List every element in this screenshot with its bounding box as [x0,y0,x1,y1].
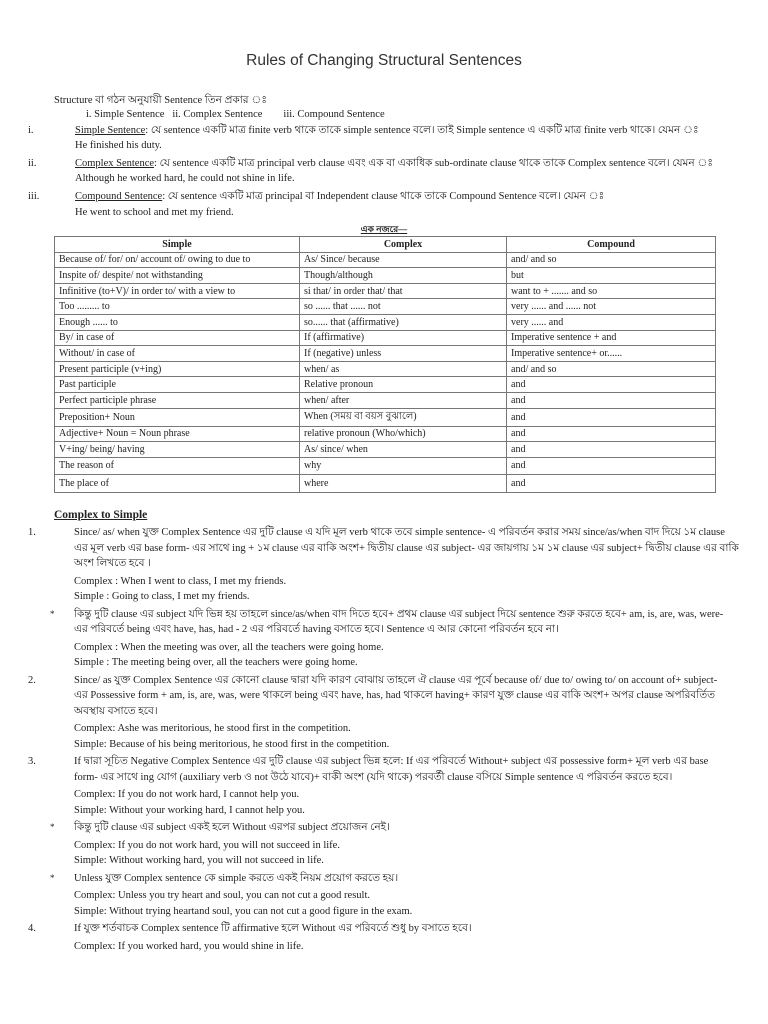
definition-compound [75,190,604,203]
table-header-row [55,237,716,253]
cell-simple: The reason of [55,457,300,475]
cell-complex: si that/ in order that/ that [300,283,507,299]
cell-complex: If (affirmative) [300,330,507,346]
rule-block [26,838,746,869]
rule-line: If দ্বারা সূচিত Negative Complex Sentence এর দুটি clause এর subject ভিন্ন হলে: If এর পরিবর্তে Without+ subject এর possessive form+ মূল verb এর base [74,756,709,767]
page-title: Rules of Changing Structural Sentences [246,52,522,69]
rule-block [26,921,746,937]
cell-complex: If (negative) unless [300,346,507,362]
cell-compound: and [507,457,716,475]
rule-block [26,525,746,572]
cell-simple: Preposition+ Noun [55,408,300,426]
table-row [55,268,716,284]
cell-complex: where [300,475,507,493]
table-row [55,299,716,315]
cell-compound: very ...... and [507,314,716,330]
cell-simple: Infinitive (to+V)/ in order to/ with a view to [55,283,300,299]
cell-complex: Though/although [300,268,507,284]
cell-compound: but [507,268,716,284]
rule-line: Complex : When I went to class, I met my friends. [74,575,287,587]
rule-line: Simple: Because of his being meritorious, he stood first in the competition. [74,738,390,750]
cell-simple: Enough ...... to [55,314,300,330]
cell-compound: and/ and so [507,361,716,377]
rule-line: Complex: If you worked hard, you would shine in life. [74,940,304,952]
rule-line: Complex: Unless you try heart and soul, you can not cut a good result. [74,890,370,901]
rule-line: এর Possessive form + am, is, are, was, were থাকলে being এবং have, has, had থাকলে having+ কারণ যুক্ত clause এর বাকি অংশ+ অপর clause অপরিবর্তিত [74,690,715,701]
rule-line: Complex: If you do not work hard, you will not succeed in life. [74,839,340,851]
cell-compound: and [507,426,716,442]
definition-term: Simple Sentence [75,125,146,136]
rule-line: form- এর সাথে ing যোগ (auxiliary verb ও not উঠে যাবে)+ বাকী অংশ (যদি থাকে) পরবর্তী clause বসিয়ে Simple sentence এ পরিবর্তন করতে হবে। [74,771,673,783]
definition-text: : যে sentence একটি মাত্র finite verb থাকে তাকে simple sentence বলে। তাই Simple sentence এ একটি মাত্র finite verb থাকে। যেমন ঃ [145,125,699,136]
definition-number: ii. [28,158,37,169]
table-row [55,314,716,330]
cell-compound: and [507,408,716,426]
cell-complex: so ...... that ...... not [300,299,507,315]
cell-simple: V+ing/ being/ having [55,442,300,458]
rule-line: এর পরিবর্তে being এবং have, has, had - 2 এর পরিবর্তে having বসাতে হবে। Sentence এ আর কোনো পরিবর্তন হবে না। [74,624,559,635]
rule-line: Unless যুক্ত Complex sentence কে simple করতে একই নিয়ম প্রয়োগ করতে হয়। [74,872,399,884]
rule-line: Simple : Going to class, I met my friends. [74,591,250,602]
cell-complex: why [300,457,507,475]
rules-list [26,525,746,954]
table-row [55,392,716,408]
table-row [55,283,716,299]
definition-simple [75,124,699,137]
cell-simple: By/ in case of [55,330,300,346]
definition-example: He went to school and met my friend. [75,207,234,218]
rule-block [26,787,746,818]
rule-line: Since/ as যুক্ত Complex Sentence এর কোনো clause দ্বারা যদি কারণ বোঝায় তাহলে ঐ clause এর পূর্বে because of/ due to/ owing to/ on account of+ subject- [74,674,718,686]
intro-line: Structure বা গঠন অনুযায়ী Sentence তিন প্রকার ঃ [54,95,267,106]
rule-number: 1. [28,527,36,538]
cell-compound: Imperative sentence + and [507,330,716,346]
conversion-table [54,236,716,493]
cell-simple: Perfect participle phrase [55,392,300,408]
header-compound: Compound [507,237,716,253]
rule-line: Simple: Without your working hard, I cannot help you. [74,804,305,816]
rule-number: 2. [28,674,36,686]
cell-complex: so...... that (affirmative) [300,314,507,330]
section-heading: Complex to Simple [54,509,148,521]
rule-line: Complex: If you do not work hard, I cannot help you. [74,789,300,800]
table-row [55,361,716,377]
sentence-types: i. Simple Sentence ii. Complex Sentence iii. Compound Sentence [86,109,385,120]
cell-simple: Too ......... to [55,299,300,315]
cell-complex: relative pronoun (Who/which) [300,426,507,442]
header-complex: Complex [300,237,507,253]
cell-compound: Imperative sentence+ or...... [507,346,716,362]
rule-line: Simple: Without trying heartand soul, you can not cut a good figure in the exam. [74,905,413,917]
rule-block [26,754,746,785]
cell-complex: when/ as [300,361,507,377]
rule-line: অংশ লিখতে হবে । [74,558,151,569]
definition-complex [75,157,713,170]
definition-term: Compound Sentence [75,191,163,202]
table-row [55,442,716,458]
cell-complex: As/ Since/ because [300,252,507,268]
rule-line: কিন্তু দুটি clause এর subject যদি ভিন্ন হয় তাহলে since/as/when বাদ দিতে হবে+ প্রথম clause এর subject দিয়ে sentence শুরু করতে হবে+ am, is, are, was, were- [74,608,724,620]
note-asterisk: * [50,822,55,832]
rule-block [26,939,746,955]
rule-number: 3. [28,756,36,767]
glance-heading-text: এক নজরে— [360,224,408,234]
rule-block [26,607,746,638]
rule-block [26,640,746,671]
note-asterisk: * [50,872,55,883]
cell-simple: The place of [55,475,300,493]
rule-line: Complex: Ashe was meritorious, he stood first in the competition. [74,723,351,734]
cell-compound: and [507,392,716,408]
rule-line: কিন্তু দুটি clause এর subject একই হলে Without এরপর subject প্রয়োজন নেই। [74,822,390,833]
cell-simple: Past participle [55,377,300,393]
definition-number: iii. [28,191,40,202]
cell-compound: and [507,377,716,393]
rule-line: Simple : The meeting being over, all the teachers were going home. [74,657,358,668]
table-row [55,330,716,346]
table-row [55,457,716,475]
definition-example: He finished his duty. [75,140,162,151]
cell-compound: want to + ....... and so [507,283,716,299]
definition-text: : যে sentence একটি মাত্র principal verb clause এবং এক বা একাধিক sub-ordinate clause থাকে তাকে Complex sentence বলে। যেমন ঃ [154,158,713,169]
rule-line: Since/ as/ when যুক্ত Complex Sentence এর দুটি clause এ যদি মূল verb থাকে তবে simple sentence- এ পরিবর্তন করার সময় since/as/when বাদ দিয়ে ১ম clause [74,527,725,538]
rule-block [26,673,746,720]
table-row [55,426,716,442]
definition-text: : যে sentence একটি মাত্র principal বা Independent clause থাকে তাকে Compound Sentence বলে। যেমন ঃ [162,191,605,202]
rule-number: 4. [28,923,36,934]
cell-simple: Because of/ for/ on/ account of/ owing to due to [55,252,300,268]
cell-complex: When (সময় বা বয়স বুঝালে) [300,408,507,426]
rule-line: Complex : When the meeting was over, all the teachers were going home. [74,641,384,653]
rule-block [26,888,746,919]
cell-compound: very ...... and ...... not [507,299,716,315]
rule-block [26,820,746,836]
rule-line: অবস্থায় বসাতে হবে। [74,705,158,717]
cell-complex: when/ after [300,392,507,408]
glance-heading [0,222,768,237]
header-simple: Simple [55,237,300,253]
rule-block [26,721,746,752]
rule-line: এর মূল verb এর base form- এর সাথে ing + ১ম clause এর বাকি অংশ+ দ্বিতীয় clause এর subject- এর জায়গায় ১ম ১ম clause এর subject+ দ্বিতীয় clause এর বাকি [74,542,739,554]
table-row [55,408,716,426]
note-asterisk: * [50,608,55,619]
definition-term: Complex Sentence [75,158,155,169]
cell-complex: Relative pronoun [300,377,507,393]
cell-simple: Without/ in case of [55,346,300,362]
rule-line: If যুক্ত শর্তবাচক Complex sentence টি affirmative হলে Without এর পরিবর্তে শুধু by বসাতে হবে। [74,923,472,934]
table-row [55,252,716,268]
definition-number: i. [28,125,34,136]
definition-example: Although he worked hard, he could not shine in life. [75,173,295,184]
cell-compound: and [507,475,716,493]
cell-simple: Present participle (v+ing) [55,361,300,377]
table-row [55,475,716,493]
rule-line: Simple: Without working hard, you will not succeed in life. [74,855,324,866]
cell-simple: Adjective+ Noun = Noun phrase [55,426,300,442]
table-row [55,346,716,362]
cell-compound: and [507,442,716,458]
rule-block [26,871,746,887]
cell-complex: As/ since/ when [300,442,507,458]
table-row [55,377,716,393]
rule-block [26,574,746,605]
cell-simple: Inspite of/ despite/ not withstanding [55,268,300,284]
cell-compound: and/ and so [507,252,716,268]
